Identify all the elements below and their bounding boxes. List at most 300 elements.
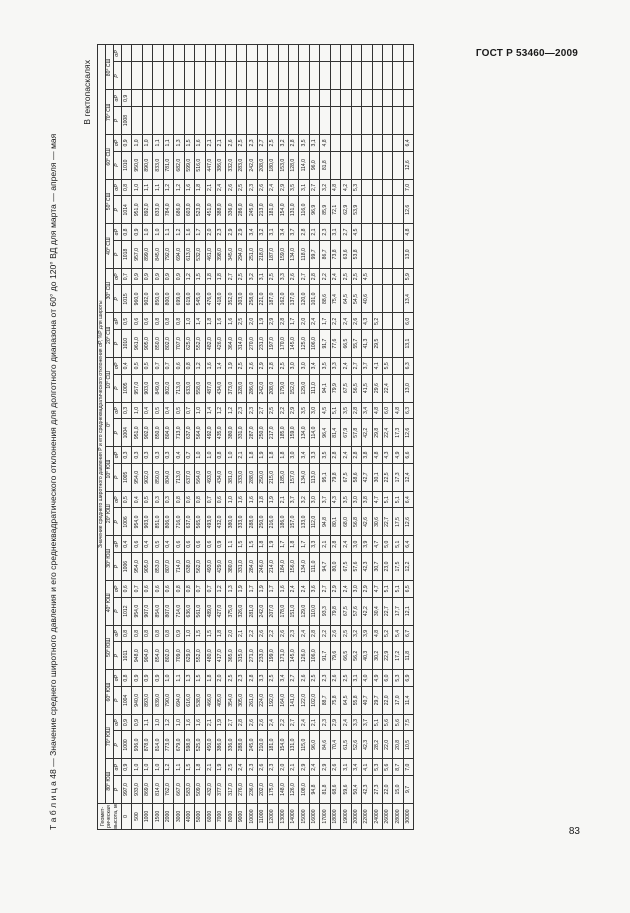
pressure-cell: 185,0 xyxy=(278,419,288,447)
deviation-cell: 2,6 xyxy=(257,759,267,776)
pressure-cell: 67,5 xyxy=(341,463,351,491)
deviation-cell: 3,6 xyxy=(309,581,319,598)
pressure-cell: 303,0 xyxy=(236,285,246,313)
pressure-cell: 493,0 xyxy=(205,463,215,491)
deviation-cell xyxy=(341,90,351,107)
pressure-cell: 13,1 xyxy=(403,330,413,358)
deviation-cell xyxy=(215,90,225,107)
pressure-cell: 245,0 xyxy=(247,196,257,224)
pressure-cell: 345,0 xyxy=(226,240,236,268)
pressure-cell xyxy=(122,62,132,90)
pressure-cell: 81,8 xyxy=(320,151,330,179)
deviation-cell: 2,6 xyxy=(257,179,267,196)
pressure-cell: 905,0 xyxy=(142,553,152,581)
pressure-cell: 171,0 xyxy=(278,642,288,670)
deviation-cell: 2,1 xyxy=(215,135,225,152)
deviation-cell: 0,4 xyxy=(142,536,152,553)
deviation-cell: 1,5 xyxy=(236,536,246,553)
deviation-cell: 0,8 xyxy=(184,358,194,375)
pressure-cell: 493,0 xyxy=(205,508,215,536)
deviation-cell xyxy=(330,90,340,107)
pressure-cell: 114,0 xyxy=(309,419,319,447)
altitude-cell: 1500 xyxy=(153,804,163,830)
pressure-cell: 27,3 xyxy=(372,776,382,804)
altitude-cell: 500 xyxy=(132,804,142,830)
deviation-cell: 1,2 xyxy=(174,224,184,241)
deviation-cell: 2,4 xyxy=(215,179,225,196)
deviation-cell: 2,6 xyxy=(257,714,267,731)
deviation-cell: 2,5 xyxy=(268,670,278,687)
pressure-cell: 957,0 xyxy=(132,240,142,268)
pressure-cell: 905,0 xyxy=(142,330,152,358)
pressure-cell: 178,0 xyxy=(278,597,288,625)
pressure-cell: 99,7 xyxy=(309,240,319,268)
deviation-cell: 4,1 xyxy=(372,358,382,375)
latitude-header: 70° ЮШ xyxy=(106,714,114,759)
altitude-cell: 12000 xyxy=(268,804,278,830)
deviation-cell: 2,1 xyxy=(205,179,215,196)
latitude-header: 60° СШ xyxy=(106,135,114,180)
altitude-cell: 16000 xyxy=(309,804,319,830)
deviation-cell: 1,9 xyxy=(215,759,225,776)
pressure-cell: 1015 xyxy=(122,285,132,313)
deviation-cell: 3,1 xyxy=(351,670,361,687)
deviation-cell: 2,6 xyxy=(330,759,340,776)
deviation-cell: 0,8 xyxy=(153,313,163,330)
pressure-cell: 50,4 xyxy=(351,776,361,804)
deviation-cell: 1,6 xyxy=(184,179,194,196)
pressure-cell xyxy=(195,107,205,135)
deviation-cell: 3,7 xyxy=(362,358,372,375)
pressure-cell: 29,5 xyxy=(372,330,382,358)
deviation-cell: 0,9 xyxy=(142,670,152,687)
pressure-cell: 388,0 xyxy=(215,196,225,224)
pressure-cell xyxy=(382,151,392,179)
deviation-cell: 1,2 xyxy=(163,759,173,776)
table-row xyxy=(268,45,278,830)
pressure-cell xyxy=(341,62,351,90)
pressure-cell: 67,9 xyxy=(341,419,351,447)
pressure-cell: 493,0 xyxy=(205,553,215,581)
deviation-cell: 6,5 xyxy=(403,581,413,598)
deviation-cell: 3,2 xyxy=(278,135,288,152)
pressure-cell xyxy=(142,62,152,90)
pressure-cell: 96,0 xyxy=(309,151,319,179)
pressure-cell: 892,0 xyxy=(142,196,152,224)
pressure-cell: 802,0 xyxy=(163,642,173,670)
deviation-cell: 4,7 xyxy=(372,536,382,553)
deviation-cell: 2,3 xyxy=(247,759,257,776)
deviation-cell: 0,8 xyxy=(122,670,132,687)
deviation-cell: 5,1 xyxy=(393,581,403,598)
deviation-cell: 1,7 xyxy=(320,313,330,330)
deviation-cell: 6,0 xyxy=(403,313,413,330)
pressure-cell xyxy=(393,240,403,268)
deviation-cell: 4,3 xyxy=(362,313,372,330)
latitude-header: 50° СШ xyxy=(106,179,114,224)
deviation-cell: 2,0 xyxy=(278,759,288,776)
pressure-cell xyxy=(393,196,403,224)
pressure-cell: 426,0 xyxy=(215,330,225,358)
altitude-cell: 5000 xyxy=(195,804,205,830)
pressure-cell xyxy=(362,62,372,90)
deviation-cell: 1,2 xyxy=(215,581,225,598)
latitude-header: 20° СШ xyxy=(106,313,114,358)
deviation-cell: 4,8 xyxy=(330,179,340,196)
deviation-cell: 1,8 xyxy=(257,536,267,553)
pressure-cell xyxy=(215,107,225,135)
subheader-p: P xyxy=(114,508,122,536)
pressure-cell: 58,6 xyxy=(351,463,361,491)
pressure-cell: 12,6 xyxy=(403,151,413,179)
deviation-cell xyxy=(393,268,403,285)
deviation-cell: 0,6 xyxy=(174,358,184,375)
pressure-cell: 56,8 xyxy=(351,508,361,536)
pressure-cell: 336,0 xyxy=(226,731,236,759)
pressure-cell: 386,0 xyxy=(215,151,225,179)
pressure-cell: 221,0 xyxy=(257,285,267,313)
deviation-cell: 5,3 xyxy=(393,670,403,687)
pressure-cell: 619,0 xyxy=(184,285,194,313)
pressure-cell: 315,0 xyxy=(236,642,246,670)
pressure-cell: 354,0 xyxy=(226,686,236,714)
pressure-cell: 42,2 xyxy=(362,419,372,447)
pressure-cell: 598,0 xyxy=(184,731,194,759)
pressure-cell: 893,0 xyxy=(142,686,152,714)
deviation-cell: 1,6 xyxy=(195,714,205,731)
pressure-cell: 849,0 xyxy=(153,374,163,402)
pressure-cell: 854,0 xyxy=(153,597,163,625)
pressure-cell: 28,2 xyxy=(372,731,382,759)
pressure-cell: 93,3 xyxy=(320,597,330,625)
pressure-cell: 181,0 xyxy=(268,196,278,224)
pressure-cell xyxy=(382,240,392,268)
deviation-cell: 6,6 xyxy=(403,447,413,464)
deviation-cell xyxy=(403,90,413,107)
span-header: Значение среднего широтного давления P и его среднеквадратического отклонения σP, %P для широты xyxy=(98,45,106,804)
deviation-cell: 1,1 xyxy=(142,714,152,731)
deviation-cell: 1,0 xyxy=(142,135,152,152)
deviation-cell xyxy=(226,90,236,107)
pressure-cell: 9,7 xyxy=(403,776,413,804)
pressure-cell: 246,0 xyxy=(257,553,267,581)
deviation-cell: 2,1 xyxy=(236,447,246,464)
pressure-cell xyxy=(403,62,413,90)
pressure-cell: 558,0 xyxy=(195,374,205,402)
pressure-cell: 762,0 xyxy=(163,776,173,804)
deviation-cell: 2,7 xyxy=(299,268,309,285)
table-row xyxy=(132,45,142,830)
latitude-header: 0° xyxy=(106,402,114,447)
pressure-cell: 380,0 xyxy=(226,508,236,536)
pressure-cell: 108,0 xyxy=(299,776,309,804)
deviation-cell: 6,4 xyxy=(403,491,413,508)
pressure-cell: 667,0 xyxy=(174,776,184,804)
deviation-cell: 0,5 xyxy=(122,313,132,330)
table-caption: Т а б л и ц а 48 — Значение среднего широтного давления и его среднеквадратического отклонения для долготного диапазона от 60° до 120° ВД для марта — апреля — мая xyxy=(48,133,58,830)
pressure-cell: 207,0 xyxy=(268,597,278,625)
deviation-cell: 3,4 xyxy=(278,224,288,241)
deviation-cell: 2,8 xyxy=(351,402,361,419)
deviation-cell: 0,9 xyxy=(122,135,132,152)
deviation-cell: 3,0 xyxy=(351,491,361,508)
pressure-cell xyxy=(309,107,319,135)
pressure-cell: 53,8 xyxy=(351,240,361,268)
pressure-cell: 694,0 xyxy=(174,240,184,268)
pressure-cell: 288,0 xyxy=(247,463,257,491)
deviation-cell: 0,9 xyxy=(132,714,142,731)
pressure-cell: 22,7 xyxy=(382,508,392,536)
deviation-cell: 5,1 xyxy=(393,536,403,553)
pressure-cell: 96,9 xyxy=(309,196,319,224)
deviation-cell: 2,5 xyxy=(236,179,246,196)
deviation-cell: 2,5 xyxy=(278,358,288,375)
deviation-cell: 1,8 xyxy=(215,268,225,285)
pressure-cell xyxy=(362,107,372,135)
deviation-cell xyxy=(362,90,372,107)
pressure-cell: 52,6 xyxy=(351,731,361,759)
deviation-cell xyxy=(362,45,372,62)
pressure-cell: 133,0 xyxy=(299,508,309,536)
deviation-cell: 1,5 xyxy=(247,536,257,553)
pressure-cell: 202,0 xyxy=(257,776,267,804)
pressure-cell: 333,0 xyxy=(236,463,246,491)
deviation-cell: 0,6 xyxy=(184,536,194,553)
pressure-cell: 807,0 xyxy=(163,597,173,625)
standard-header: ГОСТ Р 53460—2009 xyxy=(475,48,578,59)
deviation-cell: 3,5 xyxy=(341,402,351,419)
pressure-cell xyxy=(236,107,246,135)
deviation-cell xyxy=(247,45,257,62)
deviation-cell: 3,1 xyxy=(341,759,351,776)
deviation-cell: 3,0 xyxy=(309,402,319,419)
deviation-cell: 6,0 xyxy=(382,402,392,419)
deviation-cell: 0,5 xyxy=(174,402,184,419)
pressure-cell: 56,5 xyxy=(351,374,361,402)
pressure-cell: 62,9 xyxy=(341,196,351,224)
deviation-cell: 2,4 xyxy=(299,625,309,642)
table-row xyxy=(330,45,340,830)
pressure-cell: 22,0 xyxy=(382,776,392,804)
deviation-cell: 1,6 xyxy=(278,581,288,598)
pressure-cell: 30,7 xyxy=(372,553,382,581)
pressure-cell xyxy=(184,62,194,90)
pressure-cell: 450,0 xyxy=(205,731,215,759)
deviation-cell: 0,8 xyxy=(142,625,152,642)
pressure-cell: 381,0 xyxy=(226,463,236,491)
pressure-cell xyxy=(372,285,382,313)
table-row xyxy=(351,45,361,830)
pressure-cell: 162,0 xyxy=(278,285,288,313)
deviation-cell: 0,3 xyxy=(153,447,163,464)
pressure-cell xyxy=(257,62,267,90)
pressure-cell xyxy=(372,240,382,268)
deviation-cell xyxy=(320,90,330,107)
pressure-cell: 523,0 xyxy=(195,196,205,224)
deviation-cell: 0,7 xyxy=(132,581,142,598)
deviation-cell: 0,4 xyxy=(163,402,173,419)
pressure-cell: 64,5 xyxy=(341,686,351,714)
table-row xyxy=(184,45,194,830)
pressure-cell: 461,0 xyxy=(205,240,215,268)
pressure-cell: 17,0 xyxy=(393,686,403,714)
deviation-cell: 3,3 xyxy=(330,358,340,375)
pressure-cell xyxy=(205,107,215,135)
table-row xyxy=(195,45,205,830)
deviation-cell xyxy=(236,90,246,107)
deviation-cell xyxy=(215,45,225,62)
deviation-cell xyxy=(299,45,309,62)
pressure-cell: 80,0 xyxy=(330,553,340,581)
altitude-cell: 19000 xyxy=(341,804,351,830)
pressure-cell xyxy=(153,62,163,90)
deviation-cell: 2,9 xyxy=(330,714,340,731)
deviation-cell: 2,1 xyxy=(205,714,215,731)
deviation-cell: 0,6 xyxy=(122,581,132,598)
pressure-cell: 23,0 xyxy=(382,553,392,581)
pressure-cell: 73,8 xyxy=(330,240,340,268)
deviation-cell: 2,6 xyxy=(247,714,257,731)
table-row xyxy=(403,45,413,830)
deviation-cell: 4,8 xyxy=(403,224,413,241)
deviation-cell: 0,7 xyxy=(205,491,215,508)
deviation-cell: 0,6 xyxy=(195,536,205,553)
subheader-p: P xyxy=(114,240,122,268)
pressure-cell xyxy=(247,107,257,135)
pressure-cell xyxy=(403,107,413,135)
altitude-cell: 3000 xyxy=(174,804,184,830)
deviation-cell xyxy=(320,45,330,62)
pressure-cell: 432,0 xyxy=(205,776,215,804)
altitude-cell: 13000 xyxy=(278,804,288,830)
deviation-cell: 1,0 xyxy=(132,179,142,196)
deviation-cell: 3,0 xyxy=(309,491,319,508)
pressure-cell: 936,0 xyxy=(132,731,142,759)
deviation-cell: 0,8 xyxy=(132,625,142,642)
deviation-cell: 2,3 xyxy=(320,714,330,731)
pressure-cell: 699,0 xyxy=(174,285,184,313)
pressure-cell: 287,0 xyxy=(247,419,257,447)
pressure-cell: 110,0 xyxy=(309,597,319,625)
pressure-cell: 55,7 xyxy=(351,330,361,358)
pressure-cell: 114,0 xyxy=(299,151,309,179)
deviation-cell xyxy=(393,224,403,241)
deviation-cell: 2,4 xyxy=(341,313,351,330)
pressure-cell xyxy=(372,62,382,90)
deviation-cell: 3,2 xyxy=(247,268,257,285)
pressure-cell: 80,1 xyxy=(330,508,340,536)
pressure-cell: 276,0 xyxy=(236,776,246,804)
deviation-cell: 2,7 xyxy=(226,714,236,731)
deviation-cell: 2,1 xyxy=(309,714,319,731)
deviation-cell xyxy=(268,45,278,62)
pressure-cell: 800,0 xyxy=(163,285,173,313)
subheader-sigma: σP xyxy=(114,268,122,285)
deviation-cell: 0,8 xyxy=(195,491,205,508)
altitude-header: Геомет-рическая высота, м xyxy=(98,804,122,830)
pressure-cell: 111,0 xyxy=(309,374,319,402)
deviation-cell: 2,1 xyxy=(236,625,246,642)
deviation-cell: 0,3 xyxy=(122,402,132,419)
table-row xyxy=(142,45,152,830)
pressure-cell: 907,0 xyxy=(142,597,152,625)
table-row xyxy=(278,45,288,830)
altitude-cell: 15000 xyxy=(299,804,309,830)
table-row xyxy=(309,45,319,830)
deviation-cell: 2,7 xyxy=(257,135,267,152)
pressure-cell: 854,0 xyxy=(153,642,163,670)
pressure-cell: 180,0 xyxy=(268,151,278,179)
pressure-cell: 22,4 xyxy=(382,419,392,447)
pressure-cell xyxy=(393,151,403,179)
pressure-cell xyxy=(382,196,392,224)
pressure-cell: 134,0 xyxy=(299,553,309,581)
pressure-cell: 954,0 xyxy=(132,508,142,536)
deviation-cell: 2,0 xyxy=(299,313,309,330)
deviation-cell: 2,4 xyxy=(236,759,246,776)
deviation-cell: 2,3 xyxy=(247,402,257,419)
deviation-cell: 3,3 xyxy=(257,670,267,687)
deviation-cell: 1,0 xyxy=(153,714,163,731)
latitude-header: 10° ЮШ xyxy=(106,447,114,492)
pressure-cell: 850,0 xyxy=(153,419,163,447)
pressure-cell xyxy=(226,62,236,90)
table-row xyxy=(205,45,215,830)
deviation-cell: 0,6 xyxy=(215,491,225,508)
deviation-cell: 1,5 xyxy=(195,268,205,285)
subheader-p: P xyxy=(114,463,122,491)
pressure-cell: 29,6 xyxy=(372,374,382,402)
pressure-cell: 54,5 xyxy=(351,285,361,313)
deviation-cell: 1,8 xyxy=(278,447,288,464)
deviation-cell: 1,6 xyxy=(205,358,215,375)
pressure-cell: 851,0 xyxy=(153,508,163,536)
pressure-cell: 284,0 xyxy=(247,553,257,581)
pressure-cell: 70,4 xyxy=(330,731,340,759)
pressure-cell: 106,0 xyxy=(309,330,319,358)
deviation-cell: 1,0 xyxy=(226,447,236,464)
pressure-cell xyxy=(341,151,351,179)
pressure-cell: 850,0 xyxy=(153,330,163,358)
deviation-cell: 0,6 xyxy=(142,581,152,598)
deviation-cell: 0,5 xyxy=(142,358,152,375)
pressure-cell: 20,8 xyxy=(393,731,403,759)
pressure-cell: 164,0 xyxy=(278,686,288,714)
deviation-cell xyxy=(174,45,184,62)
deviation-cell: 1,0 xyxy=(153,759,163,776)
pressure-cell xyxy=(278,62,288,90)
pressure-cell: 434,0 xyxy=(215,374,225,402)
deviation-cell: 4,8 xyxy=(372,447,382,464)
deviation-cell: 4,8 xyxy=(393,402,403,419)
deviation-cell: 1,2 xyxy=(215,402,225,419)
deviation-cell xyxy=(289,45,299,62)
pressure-cell xyxy=(215,62,225,90)
deviation-cell: 1,9 xyxy=(257,313,267,330)
pressure-cell xyxy=(393,374,403,402)
deviation-cell: 2,8 xyxy=(278,313,288,330)
deviation-cell: 2,6 xyxy=(226,179,236,196)
deviation-cell: 1,8 xyxy=(289,536,299,553)
pressure-cell: 375,0 xyxy=(226,597,236,625)
deviation-cell: 0,6 xyxy=(184,491,194,508)
pressure-cell: 91,7 xyxy=(320,642,330,670)
deviation-cell: 2,7 xyxy=(309,179,319,196)
pressure-cell: 13,0 xyxy=(403,240,413,268)
table-row xyxy=(382,45,392,830)
deviation-cell: 3,1 xyxy=(299,179,309,196)
deviation-cell: 0,9 xyxy=(132,224,142,241)
